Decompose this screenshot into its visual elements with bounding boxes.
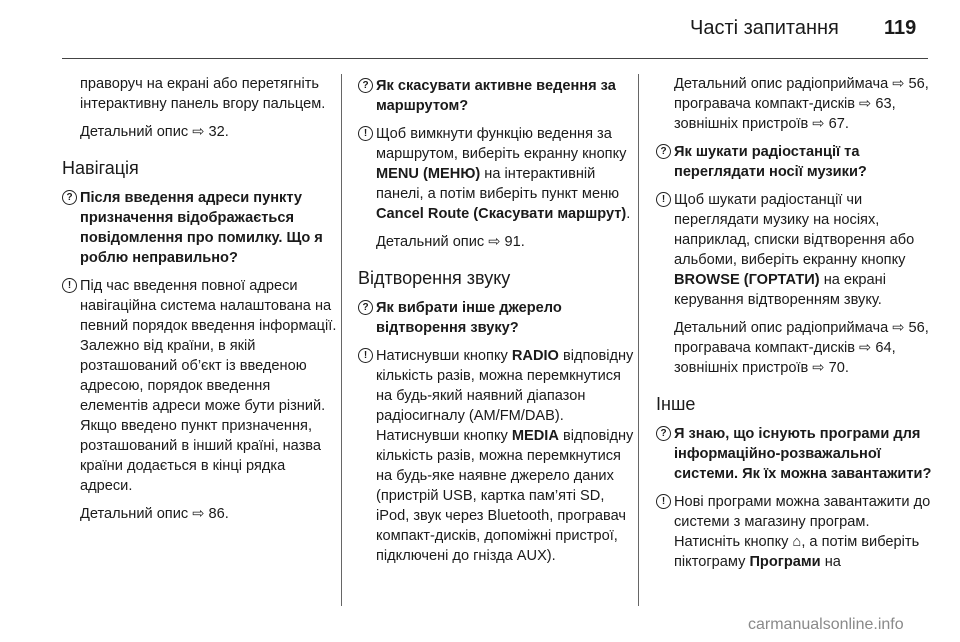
answer-item xyxy=(358,124,636,224)
question-item xyxy=(358,298,636,338)
question-text: Я знаю, що існують програми для інформаційно-розважальної системи. Як їх можна завантажити? xyxy=(674,426,932,482)
column-2 xyxy=(358,74,636,566)
reference: Детальний опис ⇨ 86. xyxy=(80,506,229,522)
reference: Детальний опис радіоприймача ⇨ 56, програвача компакт-дисків ⇨ 63, зовнішніх пристроїв ⇨ 67. xyxy=(674,76,929,132)
question-text: Як скасувати активне ведення за маршрутом? xyxy=(376,78,616,114)
question-icon: ? xyxy=(656,144,671,159)
answer-text: Натиснувши кнопку RADIO відповідну кількість разів, можна перемкнутися на будь-який наявний діапазон радіосигналу (AM/FM/DAB). Натиснувши кнопку MEDIA відповідну кількість разів, можна перемкнутися на будь-яке наявне джерело даних (пристрій USB, картка пам’яті SD, iPod, звук через Bluetooth, програвач компакт-дисків, допоміжні пристрої, підключені до гнізда AUX). xyxy=(376,348,634,564)
question-text: Як шукати радіостанції та переглядати носії музики? xyxy=(674,144,867,180)
answer-item xyxy=(656,190,934,310)
question-icon: ? xyxy=(656,426,671,441)
page-header-title: Часті запитання xyxy=(690,17,839,39)
paragraph: праворуч на екрані або перетягніть інтерактивну панель вгору пальцем. xyxy=(80,76,326,112)
page-number: 119 xyxy=(884,17,917,39)
question-item xyxy=(62,188,340,268)
question-item xyxy=(358,76,636,116)
header-rule xyxy=(62,58,928,59)
answer-item xyxy=(62,276,340,496)
media-button-label: MEDIA xyxy=(511,428,559,444)
column-1 xyxy=(62,74,340,524)
answer-text: Щоб вимкнути функцію ведення за маршрутом, виберіть екранну кнопку MENU (МЕНЮ) на інтерактивній панелі, а потім виберіть пункт меню Cancel Route (Скасувати маршрут). xyxy=(376,126,631,222)
question-text: Після введення адреси пункту призначення відображається повідомлення про помилку. Що я роблю неправильно? xyxy=(80,190,323,266)
answer-icon: ! xyxy=(358,126,373,141)
browse-button-label: BROWSE (ГОРТАТИ) xyxy=(674,272,820,288)
reference: Детальний опис ⇨ 32. xyxy=(80,124,229,140)
question-icon: ? xyxy=(358,78,373,93)
answer-icon: ! xyxy=(656,192,671,207)
cancel-route-label: Cancel Route (Скасувати маршрут) xyxy=(376,206,627,222)
answer-item xyxy=(358,346,636,566)
column-divider xyxy=(341,74,342,606)
answer-item xyxy=(656,492,934,572)
column-divider xyxy=(638,74,639,606)
answer-text: Нові програми можна завантажити до системи з магазину програм. Натисніть кнопку ⌂, а потім виберіть піктограму Програми на xyxy=(674,494,931,570)
column-3 xyxy=(656,74,934,572)
question-item xyxy=(656,424,934,484)
radio-button-label: RADIO xyxy=(511,348,559,364)
menu-button-label: MENU (МЕНЮ) xyxy=(376,166,481,182)
answer-icon: ! xyxy=(656,494,671,509)
question-icon: ? xyxy=(62,190,77,205)
answer-icon: ! xyxy=(62,278,77,293)
reference: Детальний опис ⇨ 91. xyxy=(376,234,525,250)
apps-label: Програми xyxy=(749,554,821,570)
section-heading: Навігація xyxy=(62,158,139,178)
section-heading: Відтворення звуку xyxy=(358,268,511,288)
section-heading: Інше xyxy=(656,394,696,414)
answer-icon: ! xyxy=(358,348,373,363)
home-icon: ⌂ xyxy=(792,534,802,550)
question-text: Як вибрати інше джерело відтворення звуку? xyxy=(376,300,562,336)
question-icon: ? xyxy=(358,300,373,315)
question-item xyxy=(656,142,934,182)
watermark: carmanualsonline.info xyxy=(748,616,904,633)
answer-text: Під час введення повної адреси навігаційна система налаштована на певний порядок введення інформації. Залежно від країни, в якій розташований об’єкт із введеною адресою, порядок введення елементів адреси може бути різний. Якщо введено пункт призначення, розташований в інший країні, назва країни додається в кінці рядка адреси. xyxy=(80,278,337,494)
reference: Детальний опис радіоприймача ⇨ 56, програвача компакт-дисків ⇨ 64, зовнішніх пристроїв ⇨ 70. xyxy=(674,320,929,376)
answer-text: Щоб шукати радіостанції чи переглядати музику на носіях, наприклад, списки відтворення або альбоми, виберіть екранну кнопку BROWSE (ГОРТАТИ) на екрані керування відтворенням звуку. xyxy=(674,192,915,308)
